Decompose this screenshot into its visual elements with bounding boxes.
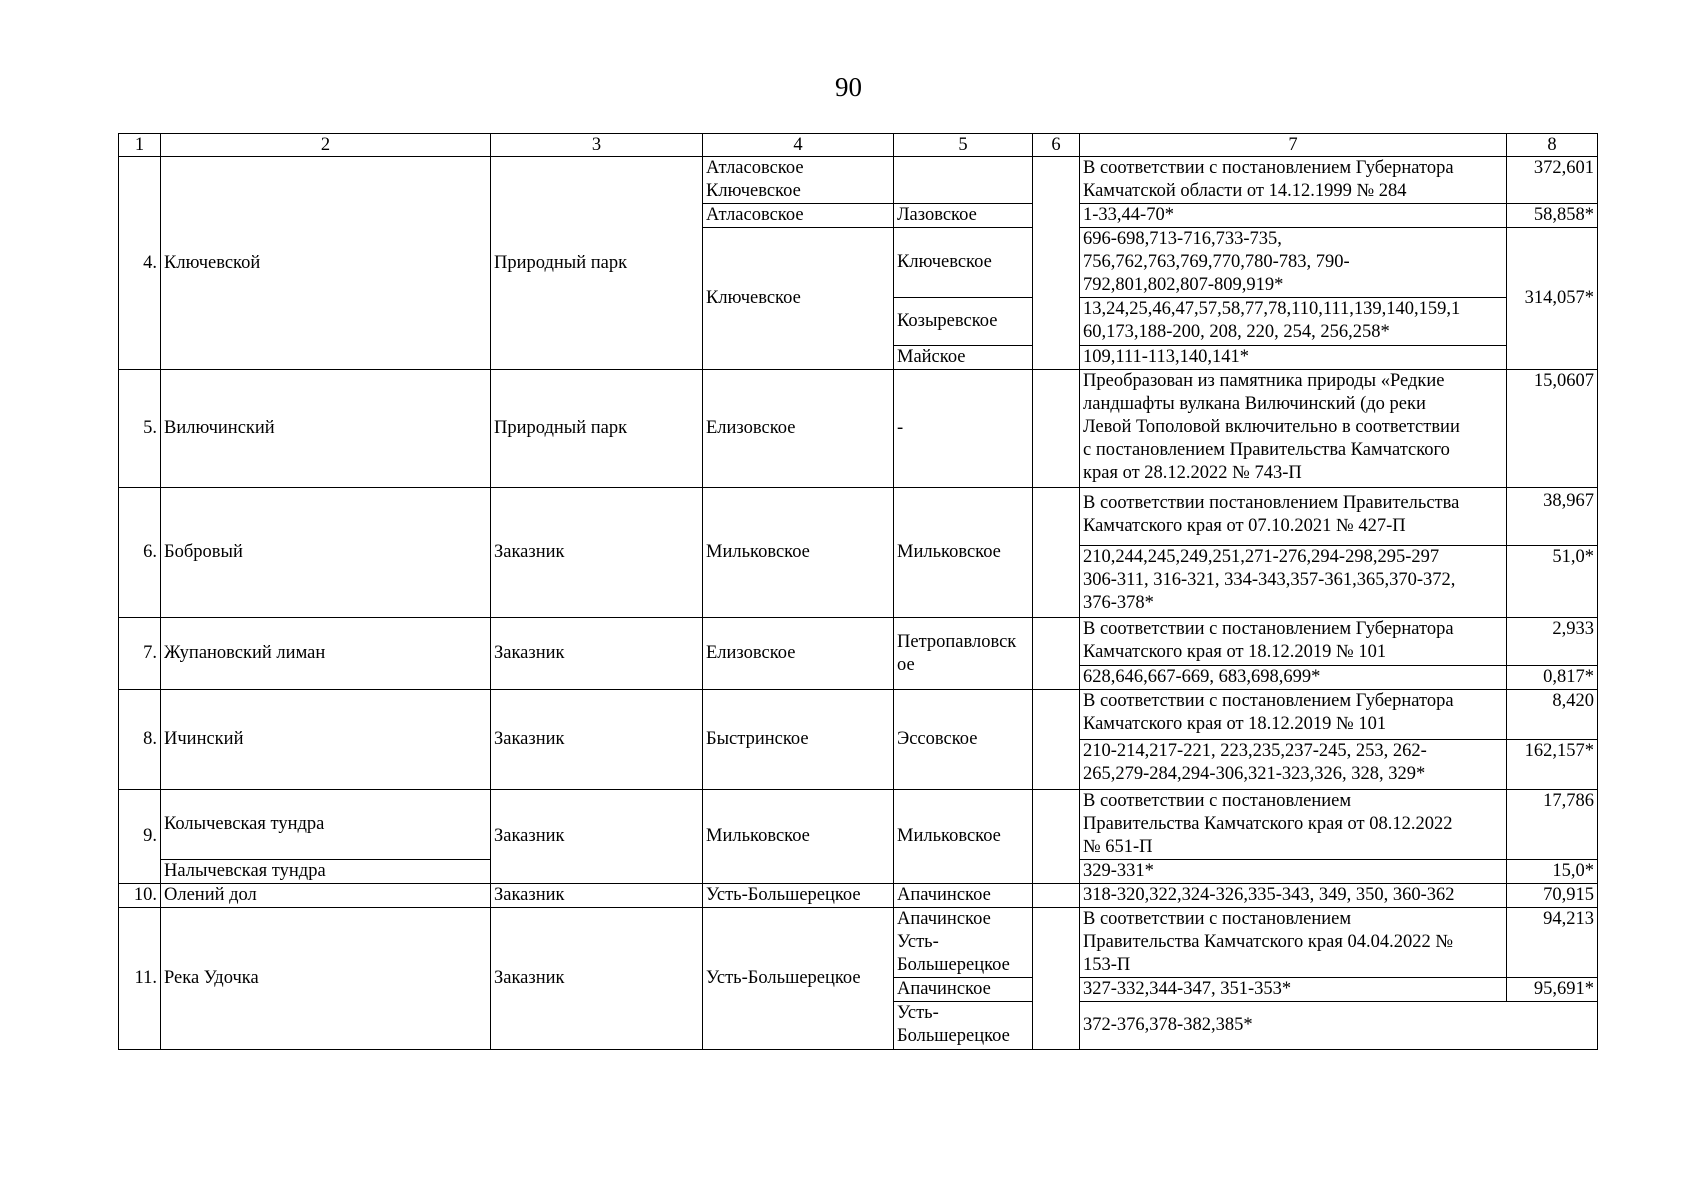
district-cell: Ключевское: [703, 228, 894, 370]
page-number: 90: [835, 72, 862, 102]
area-cell: 94,213: [1507, 908, 1598, 978]
quarters-cell: 696-698,713-716,733-735, 756,762,763,769,770,780-783, 790- 792,801,802,807-809,919*: [1080, 228, 1507, 298]
area-cell: 70,915: [1507, 884, 1598, 908]
forestry-cell: Мильковское: [894, 488, 1033, 618]
col6-cell: [1033, 690, 1080, 790]
area-cell: 8,420: [1507, 690, 1598, 740]
area-cell: 0,817*: [1507, 666, 1598, 690]
reserve-name: Жупановский лиман: [161, 618, 491, 690]
area-cell: 95,691*: [1507, 978, 1598, 1002]
col6-cell: [1033, 790, 1080, 884]
col-header: 4: [703, 134, 894, 157]
forestry-cell: Ключевское: [894, 228, 1033, 298]
area-cell: 38,967: [1507, 488, 1598, 546]
area-cell: 15,0*: [1507, 860, 1598, 884]
row-number: 9.: [119, 790, 161, 884]
district-cell: Усть-Большерецкое: [703, 908, 894, 1050]
table-row: [119, 618, 1598, 666]
col6-cell: [1033, 884, 1080, 908]
area-cell: 15,0607: [1507, 370, 1598, 488]
reserve-name: Вилючинский: [161, 370, 491, 488]
district-cell: Мильковское: [703, 790, 894, 884]
quarters-cell: 13,24,25,46,47,57,58,77,78,110,111,139,140,159,1 60,173,188-200, 208, 220, 254, 256,258*: [1080, 298, 1507, 346]
document-cell: В соответствии с постановлением Губернатора Камчатского края от 18.12.2019 № 101: [1080, 690, 1507, 740]
quarters-cell: 1-33,44-70*: [1080, 204, 1507, 228]
reserve-category: Природный парк: [491, 157, 703, 370]
quarters-cell: 329-331*: [1080, 860, 1507, 884]
reserve-category: Заказник: [491, 618, 703, 690]
area-cell: 314,057*: [1507, 228, 1598, 370]
col6-cell: [1033, 488, 1080, 618]
row-number: 8.: [119, 690, 161, 790]
district-cell: Быстринское: [703, 690, 894, 790]
area-cell: 51,0*: [1507, 546, 1598, 618]
forestry-cell: [894, 157, 1033, 204]
reserve-name: Река Удочка: [161, 908, 491, 1050]
reserve-category: Заказник: [491, 488, 703, 618]
col-header: 7: [1080, 134, 1507, 157]
reserve-name: Ключевской: [161, 157, 491, 370]
table-row: [119, 790, 1598, 860]
quarters-cell: 372-376,378-382,385*: [1080, 1002, 1598, 1050]
area-cell: 162,157*: [1507, 740, 1598, 790]
document-cell: Преобразован из памятника природы «Редкие ландшафты вулкана Вилючинский (до реки Левой Тополовой включительно в соответствии с постановлением Правительства Камчатского края от 28.12.2022 № 743-П: [1080, 370, 1507, 488]
forestry-cell: Усть- Большерецкое: [894, 1002, 1033, 1050]
area-cell: 372,601: [1507, 157, 1598, 204]
reserve-name: Бобровый: [161, 488, 491, 618]
reserve-name: Колычевская тундра: [161, 790, 491, 860]
table-row: [119, 157, 1598, 204]
area-cell: 58,858*: [1507, 204, 1598, 228]
reserve-category: Заказник: [491, 790, 703, 884]
document-cell: В соответствии с постановлением Губернатора Камчатской области от 14.12.1999 № 284: [1080, 157, 1507, 204]
reserve-name: Налычевская тундра: [161, 860, 491, 884]
row-number: 5.: [119, 370, 161, 488]
table-row: [119, 690, 1598, 740]
row-number: 11.: [119, 908, 161, 1050]
forestry-cell: -: [894, 370, 1033, 488]
col6-cell: [1033, 908, 1080, 1050]
forestry-cell: Козыревское: [894, 298, 1033, 346]
forestry-cell: Эссовское: [894, 690, 1033, 790]
table-row: [119, 908, 1598, 978]
area-cell: 2,933: [1507, 618, 1598, 666]
district-cell: Мильковское: [703, 488, 894, 618]
district-cell: Елизовское: [703, 618, 894, 690]
forestry-cell: Майское: [894, 346, 1033, 370]
col-header: 3: [491, 134, 703, 157]
forestry-cell: Петропавловск ое: [894, 618, 1033, 690]
row-number: 10.: [119, 884, 161, 908]
reserve-category: Природный парк: [491, 370, 703, 488]
district-cell: Елизовское: [703, 370, 894, 488]
quarters-cell: 327-332,344-347, 351-353*: [1080, 978, 1507, 1002]
reserve-category: Заказник: [491, 884, 703, 908]
col-header: 1: [119, 134, 161, 157]
forestry-cell: Апачинское: [894, 978, 1033, 1002]
quarters-cell: 318-320,322,324-326,335-343, 349, 350, 360-362: [1080, 884, 1507, 908]
quarters-cell: 628,646,667-669, 683,698,699*: [1080, 666, 1507, 690]
forestry-cell: Мильковское: [894, 790, 1033, 884]
district-cell: Усть-Большерецкое: [703, 884, 894, 908]
table-row: [119, 488, 1598, 546]
forestry-cell: Лазовское: [894, 204, 1033, 228]
col-header: 8: [1507, 134, 1598, 157]
table-row: [119, 370, 1598, 488]
district-cell: Атласовское Ключевское: [703, 157, 894, 204]
reserve-name: Олений дол: [161, 884, 491, 908]
col6-cell: [1033, 618, 1080, 690]
col-header: 2: [161, 134, 491, 157]
reserve-name: Ичинский: [161, 690, 491, 790]
forestry-cell: Апачинское: [894, 884, 1033, 908]
row-number: 4.: [119, 157, 161, 370]
reserve-category: Заказник: [491, 690, 703, 790]
document-cell: В соответствии с постановлением Губернатора Камчатского края от 18.12.2019 № 101: [1080, 618, 1507, 666]
area-cell: 17,786: [1507, 790, 1598, 860]
reserves-table: [118, 133, 1598, 1050]
quarters-cell: 210-214,217-221, 223,235,237-245, 253, 262- 265,279-284,294-306,321-323,326, 328, 329*: [1080, 740, 1507, 790]
quarters-cell: 109,111-113,140,141*: [1080, 346, 1507, 370]
col6-cell: [1033, 157, 1080, 370]
forestry-cell: Апачинское Усть- Большерецкое: [894, 908, 1033, 978]
quarters-cell: 210,244,245,249,251,271-276,294-298,295-297 306-311, 316-321, 334-343,357-361,365,370-372, 376-378*: [1080, 546, 1507, 618]
col-header: 5: [894, 134, 1033, 157]
header-row: [119, 134, 1598, 157]
document-cell: В соответствии постановлением Правительства Камчатского края от 07.10.2021 № 427-П: [1080, 488, 1507, 546]
col-header: 6: [1033, 134, 1080, 157]
district-cell: Атласовское: [703, 204, 894, 228]
document-cell: В соответствии с постановлением Правительства Камчатского края 04.04.2022 № 153-П: [1080, 908, 1507, 978]
document-cell: В соответствии с постановлением Правительства Камчатского края от 08.12.2022 № 651-П: [1080, 790, 1507, 860]
reserve-category: Заказник: [491, 908, 703, 1050]
row-number: 6.: [119, 488, 161, 618]
row-number: 7.: [119, 618, 161, 690]
col6-cell: [1033, 370, 1080, 488]
table-row: [119, 884, 1598, 908]
